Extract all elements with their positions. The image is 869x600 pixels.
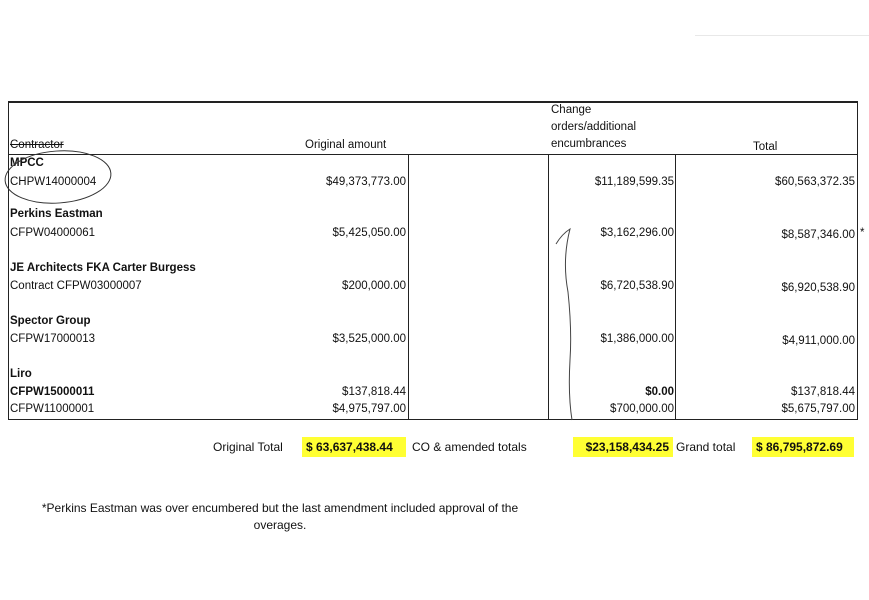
total-amount: $5,675,797.00: [781, 403, 855, 415]
header-original-amount: Original amount: [305, 139, 387, 151]
table-top-border: [8, 101, 858, 103]
contractor-name: Spector Group: [10, 315, 91, 327]
original-amount: $4,975,797.00: [332, 403, 406, 415]
original-total-label: Original Total: [213, 440, 283, 454]
contractor-name: Perkins Eastman: [10, 208, 103, 220]
contract-number: CFPW04000061: [10, 227, 96, 239]
contract-number: CFPW17000013: [10, 333, 96, 345]
original-amount: $137,818.44: [342, 386, 406, 398]
original-amount: $200,000.00: [342, 280, 406, 292]
change-amount: $6,720,538.90: [600, 280, 674, 292]
footnote: *Perkins Eastman was over encumbered but the last amendment included approval of the overages.: [41, 501, 519, 532]
header-total: Total: [753, 141, 778, 153]
change-amount: $1,386,000.00: [600, 333, 674, 345]
scan-line: [695, 35, 869, 36]
contract-number: CHPW14000004: [10, 176, 97, 188]
contract-number: Contract CFPW03000007: [10, 280, 142, 292]
contractor-name: Liro: [10, 368, 32, 380]
total-amount: $137,818.44: [791, 386, 855, 398]
header-contractor: Contractor: [10, 139, 64, 151]
total-amount: $60,563,372.35: [775, 176, 855, 188]
table-bottom-border: [8, 419, 858, 420]
total-amount: $4,911,000.00: [782, 335, 855, 347]
contractor-name: JE Architects FKA Carter Burgess: [10, 262, 196, 274]
change-amount: $3,162,296.00: [600, 227, 674, 239]
header-bottom-border: [8, 154, 858, 155]
contract-number: CFPW11000001: [10, 403, 95, 415]
col-divider: [548, 154, 549, 420]
original-amount: $49,373,773.00: [326, 176, 406, 188]
co-amended-label: CO & amended totals: [412, 440, 527, 454]
change-amount: $11,189,599.35: [594, 176, 674, 188]
col-divider: [675, 154, 676, 420]
grand-total-label: Grand total: [676, 440, 736, 454]
contract-number: CFPW15000011: [10, 386, 95, 398]
header-change-orders: Change orders/additional encumbrances: [551, 104, 637, 150]
original-total-value: $ 63,637,438.44: [302, 437, 406, 457]
change-amount: $0.00: [645, 386, 674, 398]
total-amount: $8,587,346.00: [781, 229, 855, 241]
original-amount: $3,525,000.00: [332, 333, 406, 345]
col-divider: [408, 154, 409, 420]
grand-total-value: $ 86,795,872.69: [752, 437, 854, 457]
total-amount: $6,920,538.90: [781, 282, 855, 294]
change-amount: $700,000.00: [610, 403, 674, 415]
table-right-border: [857, 101, 858, 420]
table-left-border: [8, 101, 9, 420]
contractor-name: MPCC: [10, 157, 44, 169]
co-amended-value: $23,158,434.25: [573, 437, 673, 457]
original-amount: $5,425,050.00: [332, 227, 406, 239]
asterisk-mark: *: [860, 227, 865, 239]
